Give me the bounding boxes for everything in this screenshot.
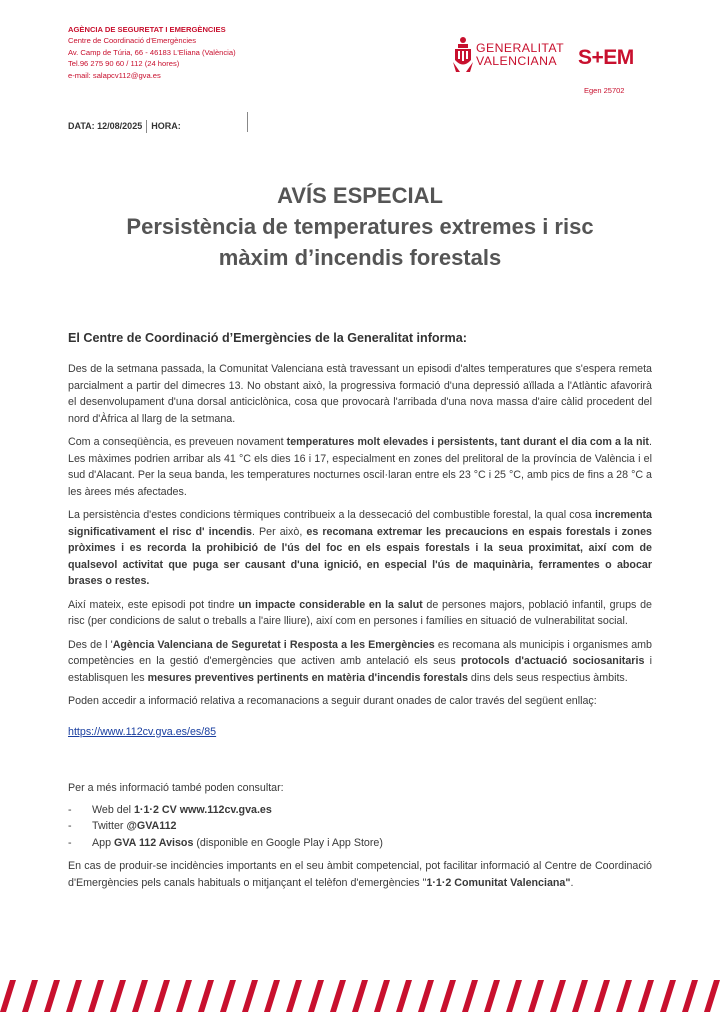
app-name: GVA 112 Avisos [114,836,194,849]
list-item-web [68,802,652,819]
closing-paragraph [68,858,652,891]
body-text [68,361,652,898]
org-name: AGÈNCIA DE SEGURETAT I EMERGÈNCIES [68,25,226,34]
list-item-twitter [68,818,652,835]
closing-end: . [570,876,574,889]
document-title [60,180,660,273]
dash: - [68,803,72,816]
gva-logo-line1: GENERALITAT [476,41,564,55]
title-line-1: AVÍS ESPECIAL [277,183,443,208]
p4-text-end: de persones majors, població infantil, grups de risc (per condicions de salut o treballs a l'aire lliure), així com en persones i famílies en situació de vulnerabilitat social. [68,598,652,627]
p3-bold-2: es recomana extremar les precaucions en espais forestals i zones pròximes i es recorda la prohibició de l'ús del foc en els espais forestals i la seua proximitat, així com de qualsevol activitat que puga ser causant d'una ignició, en especial l'ús de maquinària, ferramentes o abocar brases o restes. [68,525,652,587]
org-contact-block [68,24,236,81]
gva-logo-line2: VALENCIANA [476,54,557,68]
p4-text: Així mateix, este episodi pot tindre [68,598,239,611]
p3-bold-1: incrementa significativament el risc d' incendis [68,509,652,538]
paragraph-6: Poden accedir a informació relativa a recomanacions a seguir durant onades de calor través del següent enllaç: [68,695,597,707]
p3-text-mid: . Per això, [251,525,307,538]
p2-text-end: . Les màximes podrien arribar als 41 °C els dies 16 i 17, especialment en zones del prelitoral de la província de València i el sud d'Alacant. Per la seua banda, les temperatures nocturnes oscil·laran entre els 23 °C i 25 °C, amb pics de fins a 28 °C a les àrees més afectades. [68,436,652,498]
list-item-text: App [92,836,114,849]
title-line-3: màxim d’incendis forestals [218,245,502,270]
org-email[interactable]: e-mail: salapcv112@gva.es [68,70,161,80]
date-hour-row [68,120,181,133]
web-link[interactable]: 1·1·2 CV www.112cv.gva.es [133,803,272,816]
sem-logo: S+EM [578,46,634,69]
org-phone: Tel.96 275 90 60 / 112 (24 hores) [68,59,180,69]
list-item-text: Twitter [92,820,127,832]
p4-bold: un impacte considerable en la salut [238,598,423,611]
divider [146,120,147,133]
more-info-heading: Per a més informació també poden consultar: [68,782,284,794]
date-label: DATA: 12/08/2025 [68,120,143,131]
paragraph-5 [68,637,652,687]
gva-logo-text [476,42,564,68]
resources-list [68,802,652,852]
p3-text: La persistència d'estes condicions tèrmiques contribueix a la dessecació del combustible forestal, la qual cosa [68,509,595,521]
paragraph-2 [68,434,652,500]
closing-text: En cas de produir-se incidències importants en el seu àmbit competencial, pot facilitar informació al Centre de Coordinació d'Emergències pels canals habituals o mitjançant el telèfon d'emergències " [68,860,652,889]
list-item-app [68,835,652,852]
paragraph-3 [68,507,652,590]
org-address: Av. Camp de Túria, 66 - 46183 L'Eliana (València) [68,47,236,57]
p5-text-1: Des de l ' [68,638,113,651]
hour-label: HORA: [151,120,181,131]
heatwave-link[interactable]: https://www.112cv.gva.es/es/85 [68,725,217,738]
list-item-text-end: (disponible en Google Play i App Store) [193,836,383,849]
dash: - [68,820,72,832]
list-item-text: Web del [92,803,134,816]
dash: - [68,836,72,849]
document-code: Egen 25702 [584,86,625,95]
footer-stripe-band [0,980,720,1012]
p5-text-3: i establisquen les [68,655,652,684]
intro-heading: El Centre de Coordinació d’Emergències de la Generalitat informa: [68,331,467,345]
hour-divider [247,112,248,132]
p5-text-2: es recomana als municipis i organismes amb competències en la gestió d'emergències que activen amb antelació els seus [68,638,653,667]
gva-emblem-icon [452,36,474,74]
p5-bold-2: protocols d'actuació sociosanitaris [460,655,645,667]
org-centre: Centre de Coordinació d'Emergències [68,36,197,46]
twitter-handle[interactable]: @GVA112 [126,820,177,832]
title-line-2: Persistència de temperatures extremes i risc [126,214,594,239]
p2-bold: temperatures molt elevades i persistents, tant durant el dia com a la nit [286,436,649,448]
p5-bold-3: mesures preventives pertinents en matèria d'incendis forestals [147,671,468,684]
closing-bold: 1·1·2 Comunitat Valenciana" [426,876,571,889]
p2-text: Com a conseqüència, es preveuen novament [68,436,287,448]
p5-bold-1: Agència Valenciana de Seguretat i Resposta a les Emergències [112,638,435,651]
paragraph-1: Des de la setmana passada, la Comunitat Valenciana està travessant un episodi d'altes temperatures que s'espera remeta parcialment a partir del dimecres 13. No obstant això, la progressiva formació d'una depressió aïllada a l'Atlàntic afavorirà el desenvolupament d'una dorsal anticiclònica, cosa que provocarà l'arribada d'una nova massa d'aire càlid procedent del nord d'Àfrica al llarg de la setmana. [68,363,652,425]
p5-text-4: dins dels seus respectius àmbits. [467,671,628,684]
paragraph-4 [68,597,652,630]
